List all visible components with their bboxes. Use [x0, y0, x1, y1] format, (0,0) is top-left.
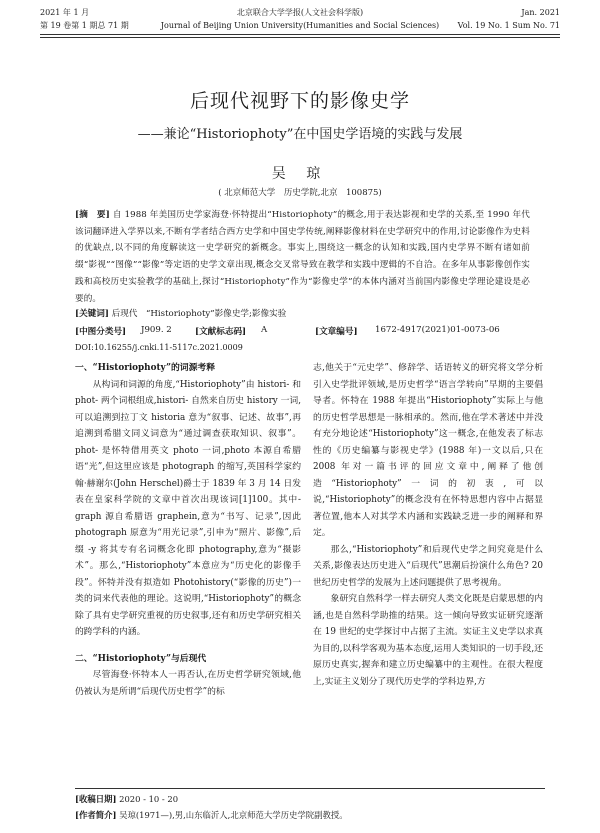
article-title: 后现代视野下的影像史学: [189, 90, 410, 112]
footnote-block: [75, 788, 545, 823]
author-bio: 吴琼(1971—),男,山东临沂人,北京师范大学历史学院副教授。: [119, 810, 348, 820]
abstract-text: 自 1988 年美国历史学家海登·怀特提出“Historiophoty”的概念,用于表达影视和史学的关系,至 1990 年代该词翻译进入学界以来,不断有学者结合西方史学和中国史学传统,阐释影像材料在史学研究中的作用,讨论影像作为史料的优缺点,以不同的角度解读这一史学研究的新概念。事实上,围绕这一概念的认知和实践,国内史学界不断有诸如前缀“影视”“图像”“影像”等定语的史学文章出现,概念交叉常导致在教学和实践中逻辑的不自洽。在多年从事影像创作实践和高校历史实验教学的基础上,探讨“Historiophoty”作为“影像史学”的本体内涵对当前国内影像史学理论建设是必要的。: [75, 210, 530, 304]
header-volume-en: Vol. 19 No. 1 Sum No. 71: [457, 21, 560, 30]
journal-name-cn: 北京联合大学学报(人文社会科学版): [236, 8, 364, 17]
section-1-paragraph: 从构词和词源的角度,“Historiophoty”由 histori- 和 phot- 两个词根组成,histori- 自然来自历史 history 一词,可以追溯到拉丁文 historia 意为“叙事、记述、故事”,再追溯到希腊文同义词意为“通过调查获取知识、叙事”。phot- 是怀特借用英文 photo 一词,photo 本源自希腊语“光”,但这里应该是 photograph 的缩写,英国科学家约翰·赫谢尔(John Herschel)爵士于 1839 年 3 月 14 日发表在皇家科学院的文章中首次出现该词[1]100。其中-graph 源自希腊语 graphein,意为“书写、记录”,因此 photograph 原意为“用光记录”,引申为“照片、影像”,后缀 -y 将其专有名词概念化即 photography,意为“摄影术”。那么,“Historiophoty”本意应为“历史化的影像手段”。怀特并没有拟造如 Photohistory(“影像的历史”)一类的词来代表他的理论。这说明,“Historiophoty”的概念除了具有史学研究重视的历史叙事,还有和历史学研究相关的跨学科的内涵。: [75, 379, 301, 637]
header-rule-thin: [40, 37, 560, 38]
header-volume: 第 19 卷第 1 期总 71 期: [40, 21, 129, 30]
doi-line: DOI:10.16255/j.cnki.11-5117c.2021.0009: [75, 343, 243, 352]
received-date: 2020 - 10 - 20: [119, 794, 179, 804]
keywords-text: 后现代 “Historiophoty”影像史学;影像实验: [111, 309, 287, 319]
right-paragraph-3: 象研究自然科学一样去研究人类文化既是启蒙思想的内涵,也是自然科学助推的结果。这一倾向导致实证研究逐渐在 19 世纪的史学探讨中占据了主流。实证主义史学以求真为目的,以科学客观为基本态度,运用人类知识的一切手段,还原历史真实,握奔和建立历史编纂中的主观性。在很大程度上,实证主义划分了现代历史学的学科边界,方: [313, 594, 543, 687]
right-column: [313, 360, 543, 690]
classification-line: [75, 325, 530, 339]
section-2-paragraph: 尽管海登·怀特本人一再否认,在历史哲学研究领域,他仍被认为是所谓“后现代历史哲学”的标: [75, 670, 301, 697]
author-affiliation: ( 北京师范大学 历史学院,北京 100875): [218, 188, 382, 198]
left-column: [75, 360, 301, 700]
author-name: 吴 琼: [271, 166, 329, 182]
keywords: [75, 307, 530, 319]
author-bio-label: [作者简介]: [75, 810, 117, 820]
running-header: [40, 6, 560, 46]
section-1-heading: 一、“Historiophoty”的词源考释: [75, 363, 215, 373]
header-date: 2021 年 1 月: [40, 8, 90, 17]
footnote-rule: [75, 788, 545, 789]
journal-name-en: Journal of Beijing Union University(Humanities and Social Sciences): [160, 21, 440, 30]
received-label: [收稿日期]: [75, 794, 117, 804]
right-paragraph-2: 那么,“Historiophoty”和后现代史学之间究竟是什么关系,影像表达历史进入“后现代”思潮后扮演什么角色? 20 世纪历史哲学的发展为上述问题提供了思考视角。: [313, 544, 543, 588]
keywords-label: [关键词]: [75, 309, 109, 319]
abstract-label: [摘 要]: [75, 210, 110, 220]
article-number-value: 1672-4917(2021)01-0073-06: [375, 325, 500, 335]
article-subtitle: ——兼论“Historiophoty”在中国史学语境的实践与发展: [137, 127, 463, 142]
header-date-en: Jan. 2021: [521, 8, 560, 17]
section-2-heading: 二、“Historiophoty”与后现代: [75, 653, 207, 664]
header-rule-thick: [40, 34, 560, 35]
author-bio-line: [75, 807, 545, 823]
clc-label: [中图分类号]: [75, 327, 127, 337]
doc-code-label: [文献标志码]: [195, 327, 247, 337]
clc-value: J909. 2: [141, 325, 172, 335]
right-paragraph-1: 志,他关于“元史学”、修辞学、话语转义的研究将文学分析引入史学批评领域,是历史哲学“语言学转向”早期的主要倡导者。怀特在 1988 年提出“Historiophoty”实际上与他的历史哲学思想是一脉相承的。然而,他在学术著述中并没有充分地论述“Historiophoty”这一概念,在他发表了标志性的《历史编纂与影视史学》(1988 年)一文以后,只在 2008 年对一篇书评的回应文章中,阐释了他创造“Historiophoty”一词的初衷,可以说,“Historiophoty”的概念没有在怀特思想内容中占据显著位置,他本人对其学术内涵和实践缺乏进一步的阐释和界定。: [313, 363, 543, 538]
header-right: [458, 6, 560, 32]
received-date-line: [75, 791, 545, 807]
doc-code-value: A: [261, 325, 268, 335]
abstract: [75, 207, 530, 307]
article-number-label: [文章编号]: [315, 327, 358, 337]
